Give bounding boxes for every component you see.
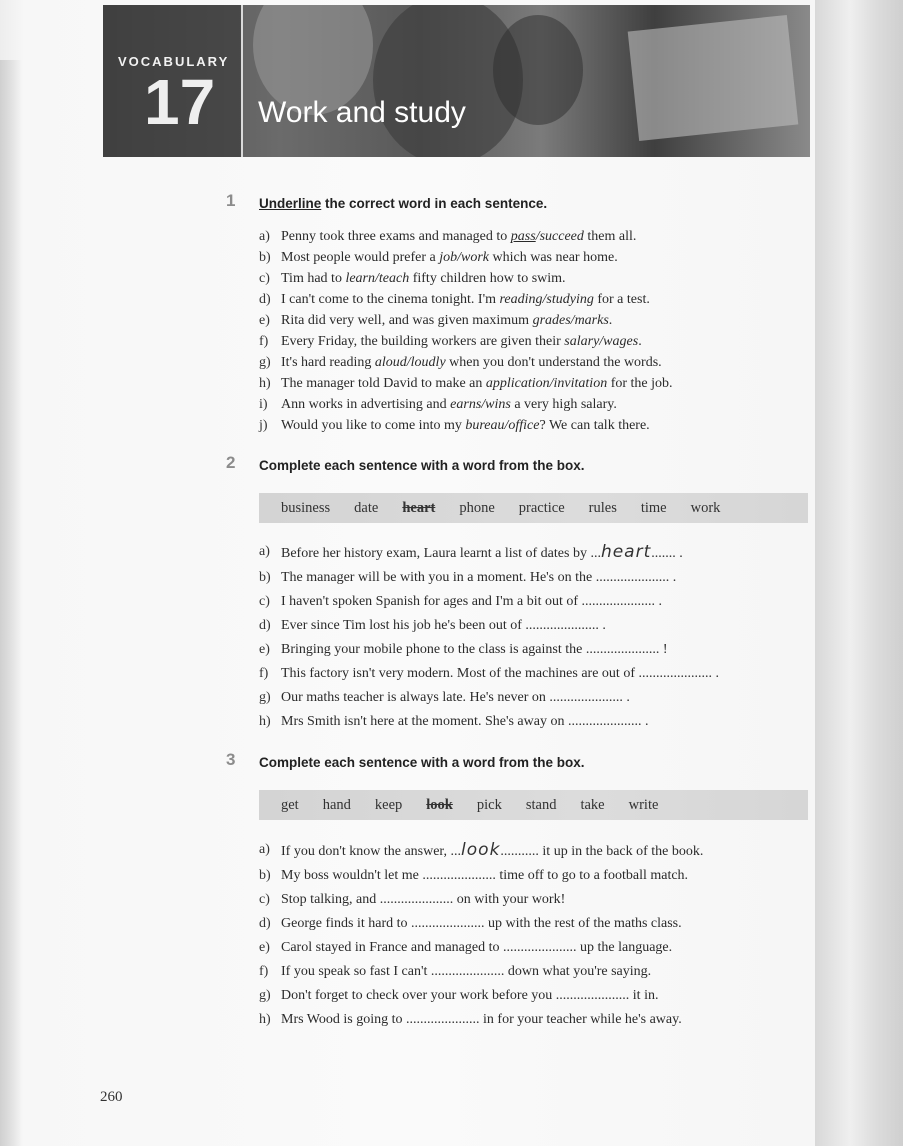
list-item [259, 373, 673, 394]
underlined-answer: pass [510, 229, 536, 244]
box-word-used: look [426, 796, 453, 813]
photo-student-back [493, 15, 583, 125]
item-text: The manager told David to make an application/invitation for the job. [281, 376, 673, 391]
item-letter: a) [259, 842, 270, 857]
item-letter: d) [259, 292, 271, 307]
item-letter: g) [259, 690, 271, 705]
item-text: If you don't know the answer, ...look........... it up in the back of the book. [281, 840, 704, 860]
box-word: work [690, 499, 721, 516]
box-word: phone [459, 499, 495, 516]
item-text: Before her history exam, Laura learnt a list of dates by ...heart....... . [281, 542, 683, 562]
item-letter: c) [259, 594, 270, 609]
instruction-rest: the correct word in each sentence. [321, 196, 548, 211]
item-text: Carol stayed in France and managed to ..................... up the language. [281, 940, 673, 955]
section-2-instruction: Complete each sentence with a word from the box. [259, 458, 585, 473]
list-item [259, 566, 719, 590]
box-word-used: heart [402, 499, 436, 516]
item-letter: b) [259, 250, 271, 265]
list-item [259, 352, 673, 373]
series-label: VOCABULARY [118, 54, 230, 69]
box-word: business [281, 499, 331, 516]
list-item [259, 888, 703, 912]
section-1-number: 1 [226, 191, 236, 210]
item-text: It's hard reading aloud/loudly when you don't understand the words. [281, 355, 662, 370]
item-text: Tim had to learn/teach fifty children how to swim. [281, 271, 566, 286]
list-item [259, 268, 673, 289]
box-word: get [281, 796, 299, 813]
list-item [259, 984, 703, 1008]
item-letter: i) [259, 397, 268, 412]
list-item [259, 226, 673, 247]
section-3-list [259, 838, 703, 1032]
box-word: take [580, 796, 605, 813]
list-item [259, 710, 719, 734]
item-text: The manager will be with you in a moment. He's on the ..................... . [281, 570, 677, 585]
word-box-3 [259, 790, 808, 820]
item-text: Stop talking, and ..................... on with your work! [281, 892, 566, 907]
word-box-2 [259, 493, 808, 523]
section-2-list [259, 540, 719, 734]
item-letter: e) [259, 940, 270, 955]
item-letter: c) [259, 271, 270, 286]
list-item [259, 540, 719, 566]
item-letter: f) [259, 334, 269, 349]
unit-number: 17 [144, 66, 216, 138]
item-text: Don't forget to check over your work before you ..................... it in. [281, 988, 659, 1003]
item-letter: h) [259, 714, 271, 729]
list-item [259, 394, 673, 415]
list-item [259, 662, 719, 686]
list-item [259, 590, 719, 614]
item-text: Would you like to come into my bureau/office? We can talk there. [281, 418, 650, 433]
list-item [259, 936, 703, 960]
item-text: Our maths teacher is always late. He's never on ..................... . [281, 690, 630, 705]
item-text: Penny took three exams and managed to pass/succeed them all. [281, 229, 637, 244]
item-letter: a) [259, 544, 270, 559]
item-letter: f) [259, 666, 269, 681]
item-letter: b) [259, 570, 271, 585]
item-text: Most people would prefer a job/work which was near home. [281, 250, 618, 265]
section-3-number: 3 [226, 750, 236, 769]
item-text: I can't come to the cinema tonight. I'm reading/studying for a test. [281, 292, 650, 307]
item-letter: a) [259, 229, 270, 244]
box-word: hand [322, 796, 351, 813]
item-text: My boss wouldn't let me ..................... time off to go to a football match. [281, 868, 689, 883]
banner-divider [241, 5, 243, 157]
item-letter: g) [259, 355, 271, 370]
list-item [259, 960, 703, 984]
box-word: rules [588, 499, 617, 516]
item-text: Every Friday, the building workers are given their salary/wages. [281, 334, 642, 349]
item-letter: f) [259, 964, 269, 979]
instruction-keyword: Underline [259, 196, 322, 211]
item-letter: g) [259, 988, 271, 1003]
list-item [259, 289, 673, 310]
item-letter: h) [259, 376, 271, 391]
list-item [259, 686, 719, 710]
box-word: date [354, 499, 379, 516]
photo-sheet-music [628, 15, 799, 141]
item-letter: c) [259, 892, 270, 907]
item-text: Mrs Smith isn't here at the moment. She's away on ..................... . [281, 714, 649, 729]
item-text: Ever since Tim lost his job he's been out of ..................... . [281, 618, 606, 633]
item-letter: d) [259, 618, 271, 633]
item-text: If you speak so fast I can't ..................... down what you're saying. [281, 964, 652, 979]
section-1-instruction [259, 196, 547, 211]
item-letter: d) [259, 916, 271, 931]
item-letter: j) [259, 418, 268, 433]
item-letter: b) [259, 868, 271, 883]
section-2-number: 2 [226, 453, 236, 472]
list-item [259, 1008, 703, 1032]
list-item [259, 838, 703, 864]
item-text: George finds it hard to ..................... up with the rest of the maths class. [281, 916, 682, 931]
box-word: time [640, 499, 667, 516]
list-item [259, 912, 703, 936]
handwritten-answer: heart [600, 542, 652, 562]
item-text: Bringing your mobile phone to the class is against the ..................... ! [281, 642, 668, 657]
list-item [259, 864, 703, 888]
item-text: This factory isn't very modern. Most of the machines are out of ..................... . [281, 666, 719, 681]
section-3-instruction: Complete each sentence with a word from the box. [259, 755, 585, 770]
list-item [259, 310, 673, 331]
list-item [259, 247, 673, 268]
handwritten-answer: look [461, 840, 501, 860]
item-text: Ann works in advertising and earns/wins a very high salary. [281, 397, 617, 412]
list-item [259, 638, 719, 662]
list-item [259, 614, 719, 638]
item-text: Mrs Wood is going to ..................... in for your teacher while he's away. [281, 1012, 682, 1027]
item-letter: h) [259, 1012, 271, 1027]
list-item [259, 415, 673, 436]
item-text: Rita did very well, and was given maximum grades/marks. [281, 313, 613, 328]
box-word: practice [518, 499, 565, 516]
item-letter: e) [259, 313, 270, 328]
section-1-list [259, 226, 673, 436]
item-letter: e) [259, 642, 270, 657]
item-text: I haven't spoken Spanish for ages and I'm a bit out of ..................... . [281, 594, 663, 609]
box-word: pick [476, 796, 502, 813]
list-item [259, 331, 673, 352]
box-word: write [628, 796, 659, 813]
page-number: 260 [100, 1089, 123, 1105]
binding-shadow [0, 60, 22, 1146]
unit-title: Work and study [258, 96, 466, 129]
box-word: keep [374, 796, 403, 813]
page-edge [815, 0, 903, 1146]
box-word: stand [525, 796, 557, 813]
